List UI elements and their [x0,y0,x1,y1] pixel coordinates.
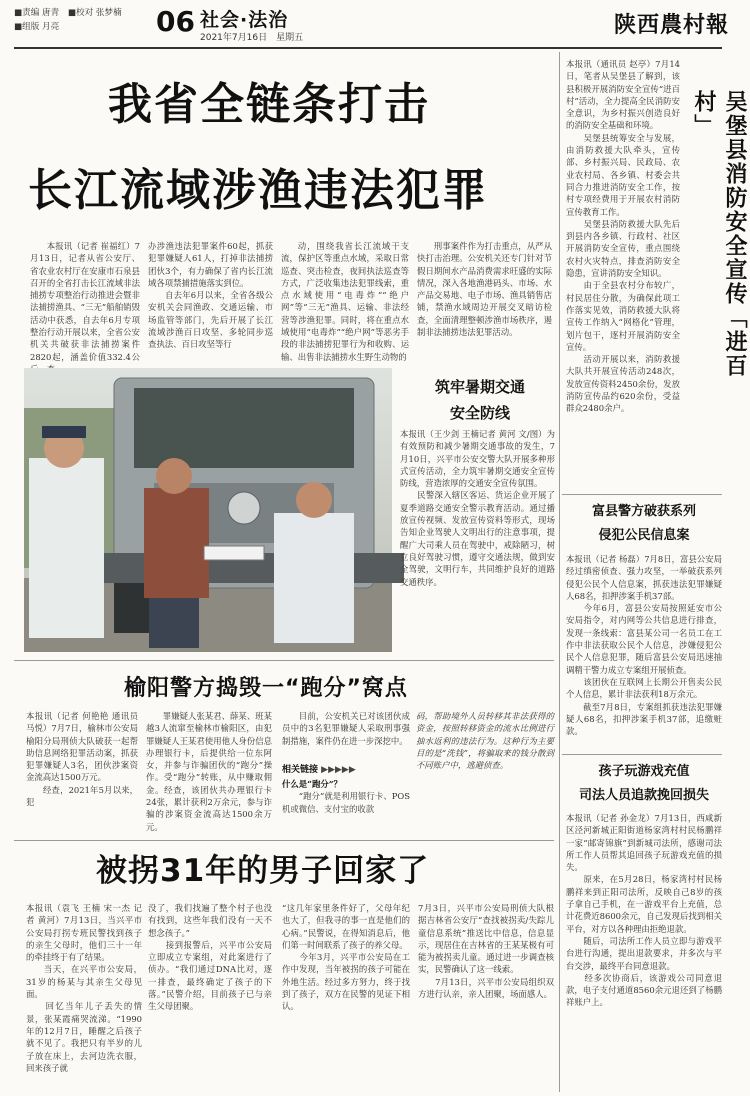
page-number: 06 [156,5,195,38]
truck-photo [24,368,392,652]
proof-label: ■校对 [67,8,94,18]
layout-label: ■组版 [14,22,40,32]
yulin-col1: 本报讯（记者 何艳艳 通讯员 马悦）7月7日，榆林市公安局榆阳分局刑侦大队破获一起帮助信息网络犯罪活动案，抓获犯罪嫌疑人3名，团伙涉案资金流高达1500万元。 经查，2021年5月以来，犯 [26,711,138,808]
header-rule [14,47,722,49]
abducted-top-rule [14,840,554,841]
child-body: 本报讯（记者 孙金龙）7月13日，西咸新区泾河新城正阳街道杨家湾村村民杨鹏祥一家“邮寄锦旗”到新城司法所，感谢司法所工作人员帮其追回孩子玩游戏充值的损失。 原来，在5月28日，杨家湾村村民杨鹏祥来到正阳司法所，反映自己8岁的孩子拿自己手机，在一游戏平台上充值，总计花费近8600余元，自己发现后找到相关平台，对方以各种理由拒绝退款。 随后，司法所工作人员立即与游戏平台进行沟通，提出退款要求，并多次与平台交涉，最终平台同意退款。 经多次协商后，该游戏公司同意退款，电子支付通道8560余元退还到了杨鹏祥账户上。 [566,813,722,1008]
wubao-title: 吴堡县消防安全宣传「进百村」 [691,90,747,378]
main-story-col1: 本报讯（记者 崔福红）7月13日，记者从省公安厅、省农业农村厅在安康市石泉县召开的全省打击长江流域非法捕捞专项整治行动推进会暨非法捕捞渔具、“三无”船舶销毁活动中获悉，自去年6月专项整治行动开展以来，全省公安机关共破获非法捕捞案件2820起，涵盖价值332.4公 [30,241,140,362]
yulin-headline: 榆阳警方捣毁一“跑分”窝点 [124,676,408,701]
yulin-col4: 码，帮助境外人员转移其非法获得的资金，按照转移资金的流水比例进行抽水返利的违法行为。这种行为主要目的是“洗钱”，将骗取来的钱分散到不同账户中，逃避侦查。 [416,711,554,771]
issue-date: 2021年7月16日 星期五 [200,33,304,43]
fugu-body: 本报讯（记者 杨磊）7月8日，富县公安局经过缜密侦查、强力攻坚，一举破获系列侵犯公民个人信息案，抓获违法犯罪嫌疑人68名，扣押涉案手机37部。 今年6月，富县公安局按照延安市公安局指令，对内网等公共信息进行排查，发现一条线索：富县某公司一名员工在工作中非法获取公民个人信息，涉嫌侵犯公民个人信息犯罪，随后富县公安局迅速抽调精干警力成立专案组开展侦查。 该团伙在互联网上长期公开售卖公民个人信息，累计非法获利18万余元。 截至7月8日，专案组抓获违法犯罪嫌疑人68名，扣押涉案手机37部，追缴赃款。 [566,554,722,737]
fugu-top-rule [562,494,722,495]
fugu-title [564,500,724,548]
main-story-col2: 办涉渔违法犯罪案件60起，抓获犯罪嫌疑人61人，打掉非法捕捞团伙3个，有力确保了省内长江流域各项禁捕措施落实到位。 自去年6月以来，全省各级公安机关会同渔政、交通运输、市场监管等部门，先后开展了长江流域涉渔百日攻坚、多轮同步巡查执法、百日攻坚等行 [148,241,273,350]
yulin-col2: 罪嫌疑人张某君、薛某、班某越3人流窜至榆林市榆阳区，由犯罪嫌疑人王某君使用他人身份信息办理银行卡，后提供给一位东阿女，并参与诈骗团伙的“跑分”操作。受“跑分”转账，从中赚取佣金。经查，该团伙共办理银行卡24张，累计获利2万余元，参与诈骗的涉案资金流高达1500余万元。 [146,711,272,832]
abducted-headline: 被拐31年的男子回家了 [96,853,430,889]
sidebar-separator [559,52,560,1092]
main-headline-line2: 长江流域涉渔违法犯罪 [28,165,488,216]
wubao-body: 本报讯（通讯员 赵亭）7月14日，笔者从吴堡县了解到，该县积极开展消防安全宣传“进百村”活动，全力提高全民消防安全意识，为乡村振兴创造良好的消防安全基础和环境。 吴堡县统筹安全与发展，由消防救援大队牵头，宣传部、乡村振兴局、民政局、农业农村局、各乡镇、村委会共同合力推进消防安全工作，按村专项经费用于开展农村消防宣传教育工作。 吴堡县消防救援大队先后到县内各乡镇、行政村、社区开展消防安全宣传，重点围绕农村火灾特点，排查消防安全隐患，宣讲消防安全知识。 由于全县农村分布较广，村民居住分散，为确保此项工作落实见效，消防救援大队将宣传工作纳入“网格化”管理，划片包干，逐村开展消防安全宣传。 活动开展以来，消防救援大队共开展宣传活动248次，发放宣传资料2450余份，发放消防宣传品约620余份，受益群众2480余户。 [566,59,680,414]
abducted-col4: 7月3日，兴平市公安局刑侦大队根据吉林省公安厅“查找被拐卖/失踪儿童信息系统”推送比中信息，信息显示，现居住在吉林省的王某某极有可能为被拐卖儿童。通过进一步调查核实，民警确认了这一线索。 7月13日，兴平市公安局组织双方进行认亲，亲人团聚，场面感人。 [418,903,554,1000]
proof-name: 张梦楠 [95,8,122,18]
yulin-link-question: 什么是“跑分”？ [282,779,342,789]
truck-photo-svg [24,368,392,652]
main-story-col4: 刑事案件作为打击重点，从严从快打击治理。公安机关还专门针对节假日期间水产品消费需求旺盛的实际情况，深入各地渔港码头、市场、水产品交易地、电子市场、渔具销售店铺，禁渔水域周边开展交叉暗访检查，全面清理整顿涉渔市场秩序，遏制非法捕捞违法犯罪活动。 [417,241,552,338]
editor-name: 唐青 [42,8,60,18]
abducted-col3: “这几年家里条件好了，父母年纪也大了，但我寻的事一直是他们的心病。”民警说，在得知消息后，他们第一时间联系了孩子的养父母。 今年3月，兴平市公安局在工作中发现，当年被拐的孩子可能在外地生活。经过多方努力，终于找到了孩子，双方在民警的见证下相认。 [282,903,410,1012]
child-title [564,760,724,808]
yulin-link-answer: “跑分”就是利用银行卡、POS机或微信、支付宝的收款 [282,791,410,814]
layout-name: 月亮 [42,22,60,32]
yulin-link-box [282,778,410,834]
main-story-col3: 动，围绕我省长江流域干支流，保护区等重点水域，采取日常巡查、突击检查，夜间执法巡查等方式，广泛收集违法犯罪线索，重点水域使用“电毒炸”“绝户网”等“三无”渔具、运输、非法经营等涉渔犯罪。同时，将在重点水域使用“电毒炸”“绝户网”等恶劣手段的非法捕捞犯罪行为和收购、运输、出售非法捕捞水生野生动物的 [281,241,409,362]
fugu-title-line1: 富县警方破获系列 [591,504,696,519]
child-title-line2: 司法人员追款挽回损失 [578,788,709,803]
abducted-col2: 没了，我们找遍了整个村子也没有找到，这些年我们没有一天不想念孩子。” 接到报警后，兴平市公安局立即成立专案组，对此案进行了侦办。“我们通过DNA比对，逐一排查，最终确定了孩子的下落。”民警介绍，目前孩子已与亲生父母团聚。 [148,903,272,1012]
yulin-link-label: 相关链接 ▶▶▶▶▶ [282,765,356,775]
yulin-col3: 目前，公安机关已对该团伙成员中的3名犯罪嫌疑人采取刑事强制措施，案件仍在进一步深挖中。 [282,711,410,746]
child-top-rule [562,754,722,755]
fugu-title-line2: 侵犯公民信息案 [598,528,690,543]
section-title: 社会·法治 [200,9,289,31]
header-meta [14,6,154,34]
traffic-title-line2: 安全防线 [449,404,510,422]
traffic-title-line1: 筑牢暑期交通 [434,378,525,396]
traffic-body: 本报讯（王少剑 王楠记者 黄河 文/图）为有效预防和减少暑期交通事故的发生，7月10日，兴平市公安交警大队开展多种形式宣传活动，全力筑牢暑期交通安全宣传防线，营造浓厚的交通安全宣传氛围。 民警深入辖区客运、货运企业开展了夏季道路交通安全警示教育活动。通过播放宣传视频、发放宣传资料等形式，现场告知企业驾驶人文明出行的注意事项，提醒广大司乘人员在驾驶中，戒除陋习，树立良好驾驶习惯，遵守交通法规，做到安全驾驶，文明行车，共同维护良好的道路交通秩序。 [400,429,555,587]
editor-label: ■责编 [14,8,40,18]
masthead-logo: 陕西農村報 [614,12,730,38]
abducted-col1: 本报讯（袁飞 王楠 宋一杰 记者 黄河）7月13日，当兴平市公安局打拐专班民警找到孩子的亲生父母时，他们三十一年的牵挂终于有了结果。 当天，在兴平市公安局，31岁的杨某与其亲生父母见面。 回忆当年儿子丢失的情景，张某霞痛哭流涕。“1990年的12月7日，睡醒之后孩子就不见了。我把只有半岁的儿子放在床上，去河边洗衣服，回来孩子就 [26,903,142,1073]
child-title-line1: 孩子玩游戏充值 [598,764,690,779]
yulin-top-rule [14,660,554,661]
traffic-title [405,374,555,426]
main-headline-line1: 我省全链条打击 [108,79,430,130]
